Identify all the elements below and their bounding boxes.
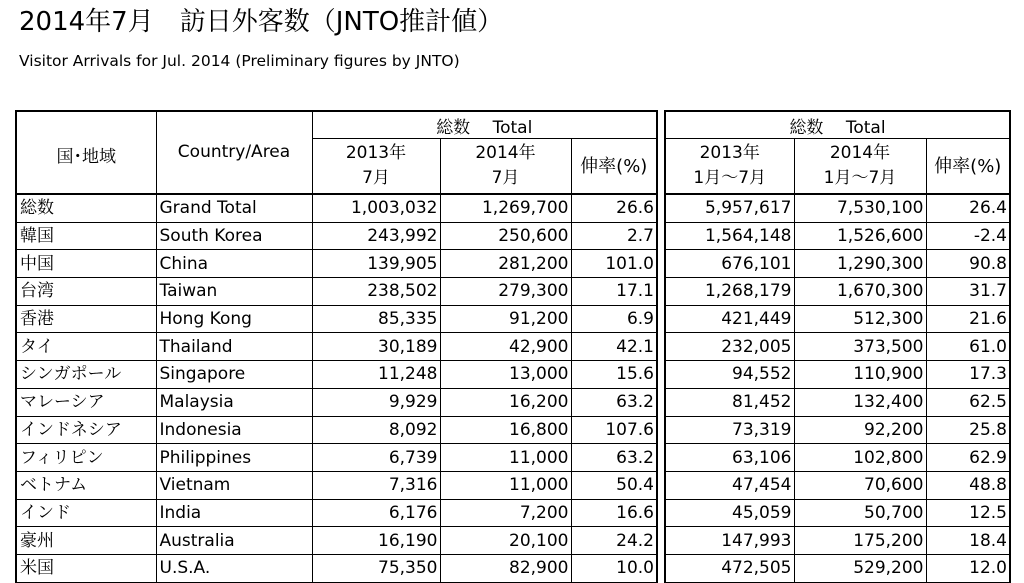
table-row	[16, 499, 1010, 527]
column-gap	[657, 444, 665, 472]
header-2013-month-line2: 7月	[362, 168, 390, 188]
column-gap	[657, 554, 665, 582]
cell-2014-month: 16,800	[440, 416, 571, 444]
cell-2013-month: 1,003,032	[312, 194, 440, 222]
cell-growth-month: 26.6	[571, 194, 657, 222]
cell-growth-month: 63.2	[571, 444, 657, 472]
cell-2014-month: 20,100	[440, 527, 571, 555]
cell-region-en: South Korea	[156, 222, 312, 250]
column-gap	[657, 499, 665, 527]
cell-2013-ytd: 45,059	[665, 499, 794, 527]
cell-growth-month: 10.0	[571, 554, 657, 582]
header-2013-ytd-line2: 1月～7月	[693, 168, 767, 188]
cell-region-ja: インドネシア	[16, 416, 156, 444]
table-row	[16, 333, 1010, 361]
cell-growth-month: 6.9	[571, 305, 657, 333]
table-row	[16, 388, 1010, 416]
cell-region-en: Grand Total	[156, 194, 312, 222]
cell-growth-month: 107.6	[571, 416, 657, 444]
cell-region-ja: 総数	[16, 194, 156, 222]
cell-growth-month: 15.6	[571, 361, 657, 389]
header-region-en: Country/Area	[156, 111, 312, 194]
cell-2013-ytd: 676,101	[665, 250, 794, 278]
cell-region-ja: インド	[16, 499, 156, 527]
column-gap	[657, 471, 665, 499]
cell-2013-month: 139,905	[312, 250, 440, 278]
header-2013-month	[312, 139, 440, 195]
cell-2013-month: 30,189	[312, 333, 440, 361]
cell-2014-month: 16,200	[440, 388, 571, 416]
header-2014-ytd	[794, 139, 926, 195]
cell-2014-month: 11,000	[440, 471, 571, 499]
cell-2013-month: 238,502	[312, 278, 440, 306]
cell-2014-ytd: 1,290,300	[794, 250, 926, 278]
cell-region-en: Hong Kong	[156, 305, 312, 333]
column-gap	[657, 361, 665, 389]
cell-region-ja: シンガポール	[16, 361, 156, 389]
cell-region-ja: 豪州	[16, 527, 156, 555]
page-subtitle: Visitor Arrivals for Jul. 2014 (Preliminary figures by JNTO)	[19, 52, 460, 70]
cell-growth-ytd: 17.3	[926, 361, 1010, 389]
header-group-ytd: 総数 Total	[665, 111, 1010, 139]
cell-growth-ytd: 12.5	[926, 499, 1010, 527]
cell-region-en: Philippines	[156, 444, 312, 472]
table-row	[16, 416, 1010, 444]
table-row	[16, 527, 1010, 555]
cell-2014-ytd: 175,200	[794, 527, 926, 555]
cell-region-en: Malaysia	[156, 388, 312, 416]
cell-2014-ytd: 7,530,100	[794, 194, 926, 222]
cell-2014-month: 281,200	[440, 250, 571, 278]
header-row-1	[16, 111, 1010, 139]
header-2013-ytd-line1: 2013年	[699, 143, 760, 163]
cell-region-ja: タイ	[16, 333, 156, 361]
cell-2014-month: 42,900	[440, 333, 571, 361]
cell-2014-month: 7,200	[440, 499, 571, 527]
cell-2013-ytd: 472,505	[665, 554, 794, 582]
cell-2013-month: 75,350	[312, 554, 440, 582]
cell-growth-ytd: 90.8	[926, 250, 1010, 278]
cell-region-ja: マレーシア	[16, 388, 156, 416]
cell-growth-ytd: 25.8	[926, 416, 1010, 444]
cell-2013-ytd: 73,319	[665, 416, 794, 444]
cell-region-en: Thailand	[156, 333, 312, 361]
cell-growth-month: 2.7	[571, 222, 657, 250]
cell-region-ja: フィリピン	[16, 444, 156, 472]
column-gap	[657, 416, 665, 444]
table-row	[16, 278, 1010, 306]
header-growth-month: 伸率(%)	[571, 139, 657, 195]
header-2014-ytd-line1: 2014年	[829, 143, 891, 163]
cell-growth-ytd: -2.4	[926, 222, 1010, 250]
cell-2013-month: 85,335	[312, 305, 440, 333]
table-row	[16, 222, 1010, 250]
column-gap	[657, 527, 665, 555]
table-row	[16, 444, 1010, 472]
cell-region-en: India	[156, 499, 312, 527]
cell-2013-month: 11,248	[312, 361, 440, 389]
cell-region-en: Vietnam	[156, 471, 312, 499]
cell-2014-ytd: 1,670,300	[794, 278, 926, 306]
table-row	[16, 554, 1010, 582]
cell-2014-ytd: 92,200	[794, 416, 926, 444]
cell-2013-month: 7,316	[312, 471, 440, 499]
cell-2014-ytd: 373,500	[794, 333, 926, 361]
table-row	[16, 471, 1010, 499]
cell-2013-month: 9,929	[312, 388, 440, 416]
cell-2013-ytd: 147,993	[665, 527, 794, 555]
cell-region-en: Singapore	[156, 361, 312, 389]
cell-region-ja: 韓国	[16, 222, 156, 250]
cell-region-ja: 香港	[16, 305, 156, 333]
header-growth-ytd: 伸率(%)	[926, 139, 1010, 195]
cell-2013-ytd: 81,452	[665, 388, 794, 416]
cell-region-en: Indonesia	[156, 416, 312, 444]
cell-growth-month: 16.6	[571, 499, 657, 527]
cell-2013-ytd: 47,454	[665, 471, 794, 499]
cell-growth-month: 50.4	[571, 471, 657, 499]
cell-growth-ytd: 21.6	[926, 305, 1010, 333]
cell-growth-month: 42.1	[571, 333, 657, 361]
cell-growth-month: 63.2	[571, 388, 657, 416]
cell-2013-ytd: 1,268,179	[665, 278, 794, 306]
cell-2013-month: 6,739	[312, 444, 440, 472]
cell-2014-month: 11,000	[440, 444, 571, 472]
table-row	[16, 361, 1010, 389]
cell-2014-ytd: 50,700	[794, 499, 926, 527]
cell-2013-month: 243,992	[312, 222, 440, 250]
cell-2013-ytd: 232,005	[665, 333, 794, 361]
header-group-month: 総数 Total	[312, 111, 657, 139]
column-gap	[657, 222, 665, 250]
column-gap	[657, 333, 665, 361]
cell-2014-ytd: 529,200	[794, 554, 926, 582]
cell-region-en: U.S.A.	[156, 554, 312, 582]
cell-growth-month: 17.1	[571, 278, 657, 306]
cell-region-ja: ベトナム	[16, 471, 156, 499]
cell-growth-ytd: 18.4	[926, 527, 1010, 555]
page-title: 2014年7月 訪日外客数（JNTO推計値）	[19, 7, 504, 37]
cell-growth-ytd: 26.4	[926, 194, 1010, 222]
header-2013-ytd	[665, 139, 794, 195]
cell-growth-month: 24.2	[571, 527, 657, 555]
column-gap	[657, 305, 665, 333]
cell-2014-month: 82,900	[440, 554, 571, 582]
cell-2014-month: 250,600	[440, 222, 571, 250]
cell-growth-ytd: 12.0	[926, 554, 1010, 582]
visitor-arrivals-table	[15, 110, 1011, 583]
cell-2013-month: 8,092	[312, 416, 440, 444]
cell-2014-month: 279,300	[440, 278, 571, 306]
cell-2013-month: 6,176	[312, 499, 440, 527]
cell-growth-ytd: 62.9	[926, 444, 1010, 472]
cell-region-ja: 中国	[16, 250, 156, 278]
cell-2013-ytd: 63,106	[665, 444, 794, 472]
column-gap	[657, 388, 665, 416]
column-gap	[657, 250, 665, 278]
header-2013-month-line1: 2013年	[345, 143, 407, 163]
table-row	[16, 194, 1010, 222]
column-gap	[657, 111, 665, 194]
cell-2013-ytd: 1,564,148	[665, 222, 794, 250]
cell-2013-ytd: 421,449	[665, 305, 794, 333]
cell-2014-ytd: 512,300	[794, 305, 926, 333]
cell-2013-month: 16,190	[312, 527, 440, 555]
cell-2014-ytd: 102,800	[794, 444, 926, 472]
cell-growth-month: 101.0	[571, 250, 657, 278]
cell-region-en: Australia	[156, 527, 312, 555]
column-gap	[657, 194, 665, 222]
header-2014-month	[440, 139, 571, 195]
cell-2014-month: 91,200	[440, 305, 571, 333]
cell-growth-ytd: 48.8	[926, 471, 1010, 499]
cell-2014-ytd: 70,600	[794, 471, 926, 499]
cell-2014-month: 13,000	[440, 361, 571, 389]
header-2014-month-line2: 7月	[491, 168, 520, 188]
cell-2014-month: 1,269,700	[440, 194, 571, 222]
cell-2014-ytd: 132,400	[794, 388, 926, 416]
header-2014-month-line1: 2014年	[475, 143, 536, 163]
cell-region-en: Taiwan	[156, 278, 312, 306]
header-2014-ytd-line2: 1月～7月	[823, 168, 897, 188]
cell-2013-ytd: 5,957,617	[665, 194, 794, 222]
cell-region-ja: 台湾	[16, 278, 156, 306]
table-row	[16, 250, 1010, 278]
cell-growth-ytd: 62.5	[926, 388, 1010, 416]
cell-growth-ytd: 31.7	[926, 278, 1010, 306]
header-region-ja: 国･地域	[16, 111, 156, 194]
column-gap	[657, 278, 665, 306]
cell-region-en: China	[156, 250, 312, 278]
cell-region-ja: 米国	[16, 554, 156, 582]
cell-growth-ytd: 61.0	[926, 333, 1010, 361]
cell-2013-ytd: 94,552	[665, 361, 794, 389]
cell-2014-ytd: 110,900	[794, 361, 926, 389]
cell-2014-ytd: 1,526,600	[794, 222, 926, 250]
table-row	[16, 305, 1010, 333]
